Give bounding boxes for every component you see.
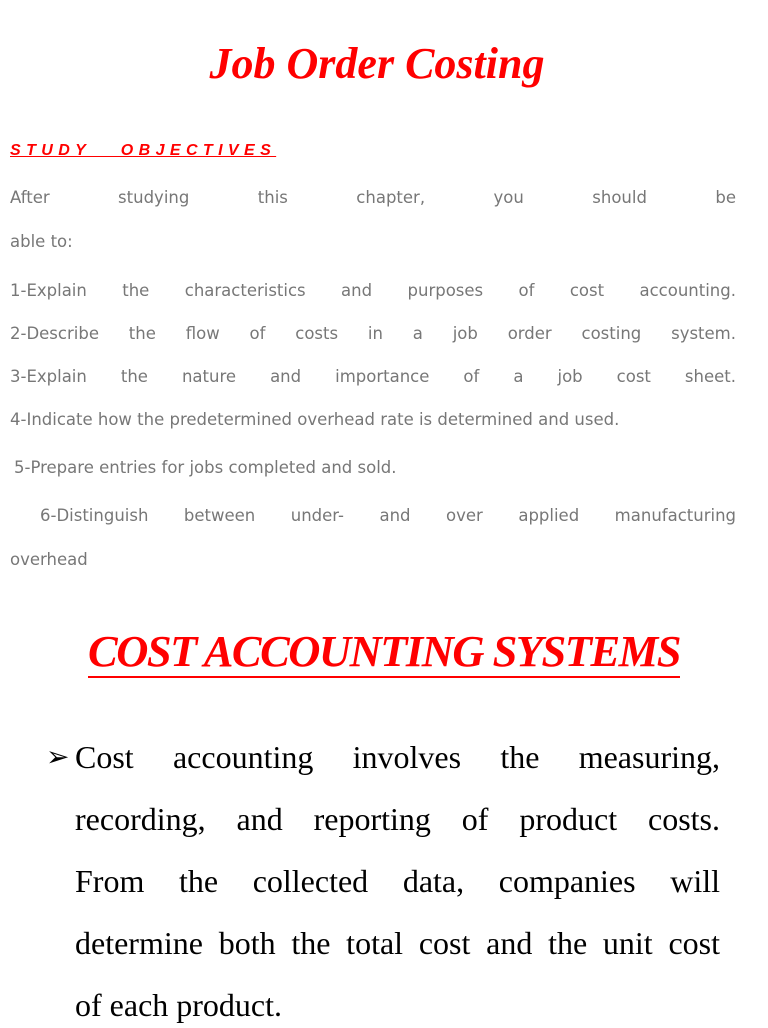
objective-item-1: 1-Explain the characteristics and purposes of cost accounting.: [10, 281, 736, 300]
section-heading: [0, 624, 768, 686]
bullet-line-3: From the collected data, companies will: [75, 863, 720, 899]
objective-item-4: 4-Indicate how the predetermined overhead rate is determined and used.: [10, 410, 620, 429]
objective-item-3: 3-Explain the nature and importance of a job cost sheet.: [10, 367, 736, 386]
bullet-line-1: Cost accounting involves the measuring,: [75, 739, 720, 775]
objective-item-6-line-2: overhead: [10, 550, 88, 569]
objective-item-5: 5-Prepare entries for jobs completed and sold.: [14, 458, 397, 477]
bullet-line-4: determine both the total cost and the unit cost: [75, 925, 720, 961]
arrow-bullet-icon: ➢: [46, 740, 70, 773]
study-objectives-heading: STUDY OBJECTIVES: [10, 142, 277, 159]
objectives-intro-line-2: able to:: [10, 232, 73, 251]
section-heading-text: COST ACCOUNTING SYSTEMS: [88, 626, 680, 676]
objectives-intro-line-1: After studying this chapter, you should be: [10, 188, 736, 207]
bullet-line-2: recording, and reporting of product costs.: [75, 801, 720, 837]
page-title: Job Order Costing: [209, 39, 545, 88]
bullet-line-5: of each product.: [75, 987, 283, 1023]
objective-item-6-line-1: 6-Distinguish between under- and over applied manufacturing: [40, 506, 736, 525]
objective-item-2: 2-Describe the flow of costs in a job order costing system.: [10, 324, 736, 343]
